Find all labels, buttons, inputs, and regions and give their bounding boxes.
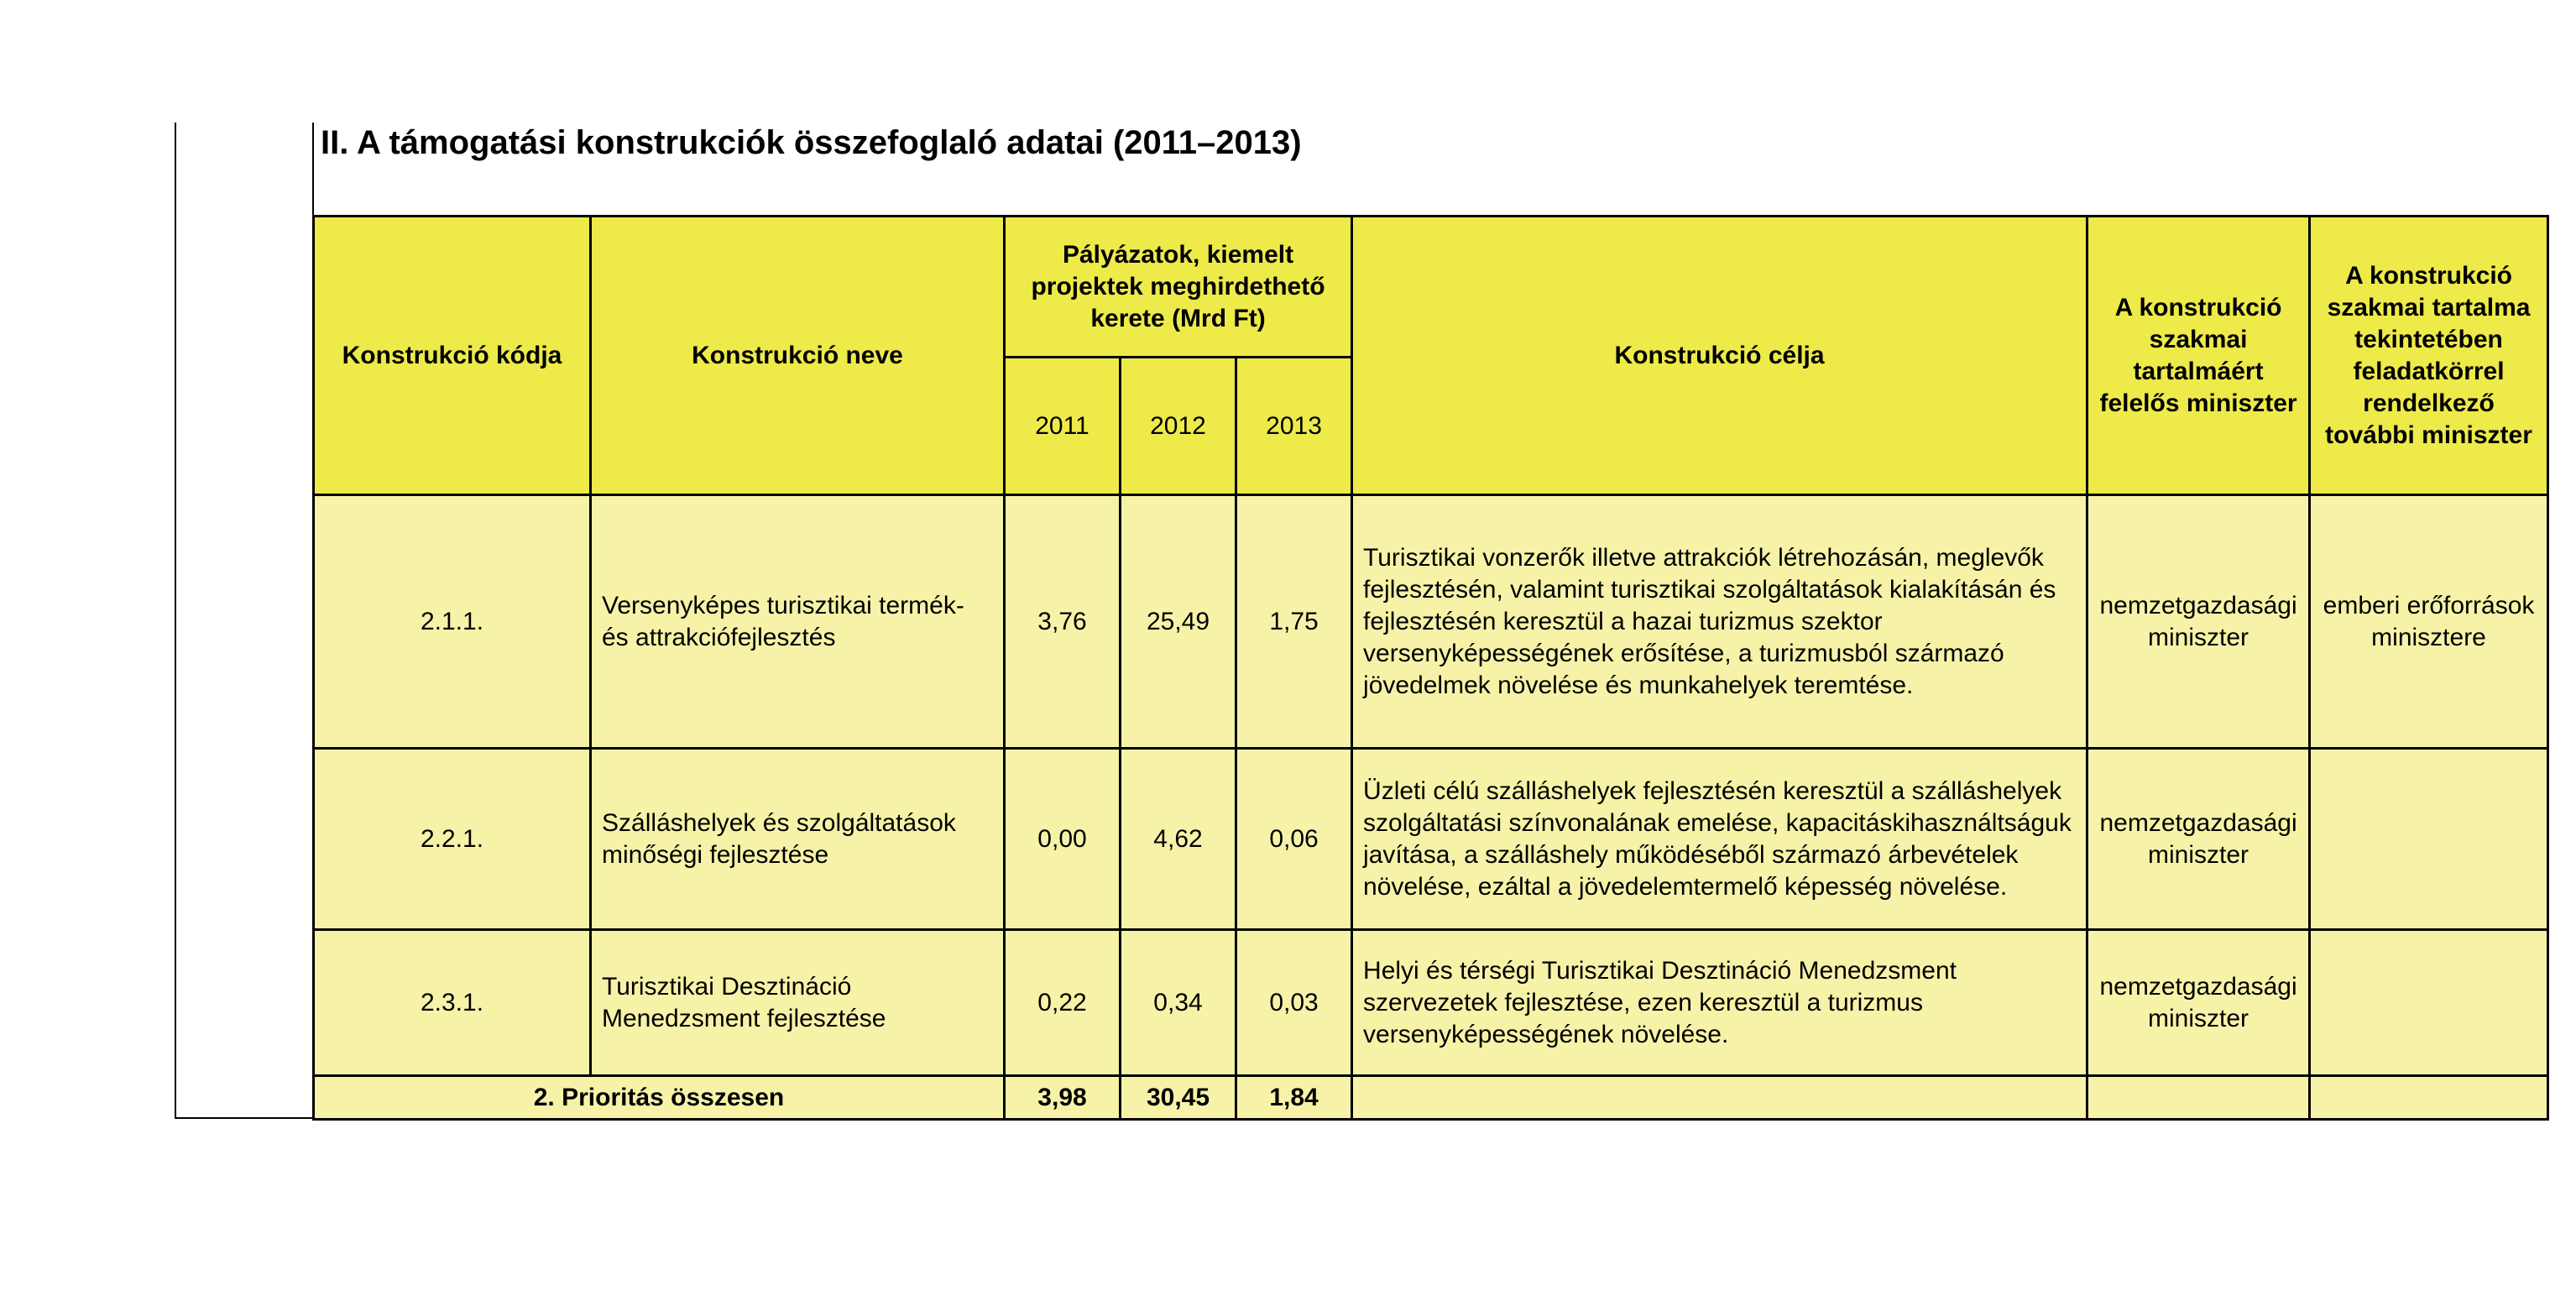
total-value-2013: 1,84 [1236, 1076, 1352, 1120]
table-row [314, 495, 2548, 749]
total-row [314, 1076, 2548, 1120]
row-value-2013: 0,06 [1236, 749, 1352, 930]
row-value-2011: 3,76 [1005, 495, 1121, 749]
row-goal: Turisztikai vonzerők illetve attrakciók létrehozásán, meglevők fejlesztésén, valamint turisztikai szolgáltatások kialakításán és fejlesztésén keresztül a hazai turizmus szektor versenyképességének erősítése, a turizmusból származó jövedelmek növelése és munkahelyek teremtése. [1352, 495, 2087, 749]
row-name: Szálláshelyek és szolgáltatások minőségi fejlesztése [591, 749, 1005, 930]
total-label: 2. Prioritás összesen [314, 1076, 1005, 1120]
total-value-2012: 30,45 [1121, 1076, 1236, 1120]
row-other-minister: emberi erőforrások minisztere [2310, 495, 2548, 749]
row-other-minister [2310, 930, 2548, 1076]
header-code: Konstrukció kódja [314, 217, 591, 495]
row-minister: nemzetgazdasági miniszter [2087, 930, 2310, 1076]
row-name: Versenyképes turisztikai termék- és attrakciófejlesztés [591, 495, 1005, 749]
row-code: 2.3.1. [314, 930, 591, 1076]
row-minister: nemzetgazdasági miniszter [2087, 495, 2310, 749]
total-empty-minister [2087, 1076, 2310, 1120]
row-value-2013: 0,03 [1236, 930, 1352, 1076]
frame-left-border [175, 123, 176, 1118]
total-value-2011: 3,98 [1005, 1076, 1121, 1120]
header-frame: Pályázatok, kiemelt projektek meghirdethető kerete (Mrd Ft) [1005, 217, 1352, 358]
header-minister: A konstrukció szakmai tartalmáért felelős miniszter [2087, 217, 2310, 495]
header-other-minister: A konstrukció szakmai tartalma tekintetében feladatkörrel rendelkező további miniszter [2310, 217, 2548, 495]
row-other-minister [2310, 749, 2548, 930]
page-title: II. A támogatási konstrukciók összefoglaló adatai (2011–2013) [321, 124, 1302, 161]
total-empty-other-minister [2310, 1076, 2548, 1120]
table-row [314, 930, 2548, 1076]
row-code: 2.1.1. [314, 495, 591, 749]
header-year-2011: 2011 [1005, 358, 1121, 495]
row-value-2012: 0,34 [1121, 930, 1236, 1076]
row-value-2012: 25,49 [1121, 495, 1236, 749]
row-code: 2.2.1. [314, 749, 591, 930]
frame-inner-border [312, 123, 314, 217]
row-value-2012: 4,62 [1121, 749, 1236, 930]
header-year-2012: 2012 [1121, 358, 1236, 495]
row-goal: Üzleti célú szálláshelyek fejlesztésén keresztül a szálláshelyek szolgáltatási színvonalának emelése, kapacitáskihasználtságuk javítása, a szálláshely működéséből származó árbevételek növelése, ezáltal a jövedelemtermelő képesség növelése. [1352, 749, 2087, 930]
row-minister: nemzetgazdasági miniszter [2087, 749, 2310, 930]
row-goal: Helyi és térségi Turisztikai Desztináció Menedzsment szervezetek fejlesztése, ezen keresztül a turizmus versenyképességének növelése. [1352, 930, 2087, 1076]
row-value-2011: 0,22 [1005, 930, 1121, 1076]
table-row [314, 749, 2548, 930]
total-empty-goal [1352, 1076, 2087, 1120]
header-row-1 [314, 217, 2548, 358]
header-name: Konstrukció neve [591, 217, 1005, 495]
row-value-2013: 1,75 [1236, 495, 1352, 749]
header-goal: Konstrukció célja [1352, 217, 2087, 495]
summary-table [312, 215, 2549, 1121]
header-year-2013: 2013 [1236, 358, 1352, 495]
row-value-2011: 0,00 [1005, 749, 1121, 930]
row-name: Turisztikai Desztináció Menedzsment fejlesztése [591, 930, 1005, 1076]
